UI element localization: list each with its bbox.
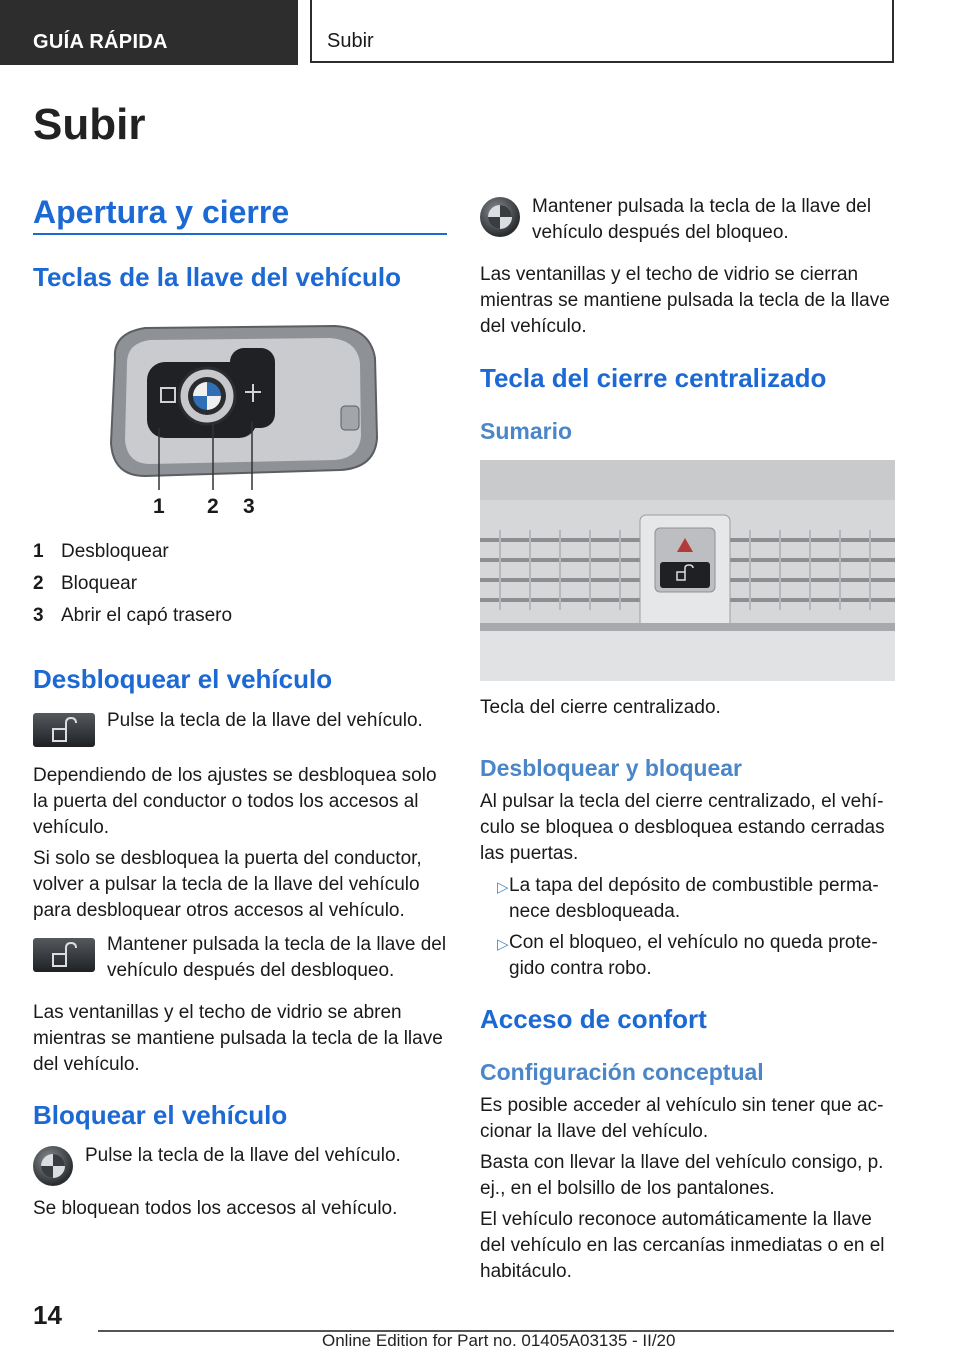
heading-bloquear: Bloquear el vehículo bbox=[33, 1100, 288, 1130]
config-paragraph-3: El vehículo reconoce automáticamente la llave del vehículo en las cercanías inmediatas o en el habitáculo. bbox=[480, 1209, 885, 1282]
callout-2: 2 bbox=[207, 495, 219, 518]
heading-tecla-cierre: Tecla del cierre centralizado bbox=[480, 363, 827, 393]
central-locking-figure bbox=[480, 460, 895, 681]
bullet-item-2: Con el bloqueo, el vehículo no queda prote-gido contra robo. bbox=[509, 932, 878, 979]
desbloquear-paragraph-3: Las ventanillas y el techo de vidrio se abren mientras se mantiene pulsada la tecla de la llave del vehículo. bbox=[33, 1002, 443, 1075]
legend-num-1: 1 bbox=[33, 541, 44, 562]
bloquear-paragraph-1: Se bloquean todos los accesos al vehículo. bbox=[33, 1198, 398, 1219]
callout-3: 3 bbox=[243, 495, 255, 518]
callout-1: 1 bbox=[153, 495, 165, 518]
legend-num-3: 3 bbox=[33, 605, 44, 626]
header-topic-tab: Subir bbox=[310, 0, 894, 63]
legend-num-2: 2 bbox=[33, 573, 44, 594]
heading-sumario: Sumario bbox=[480, 418, 573, 444]
unlock-key-icon bbox=[33, 938, 95, 972]
desbloquear-icon-text: Pulse la tecla de la llave del vehículo. bbox=[107, 710, 423, 731]
legend-text-1: Desbloquear bbox=[61, 541, 169, 562]
unlock-key-icon bbox=[33, 713, 95, 747]
desbloquear-hold-text: Mantener pulsada la tecla de la llave del vehículo después del desbloqueo. bbox=[107, 934, 447, 981]
lock-key-icon bbox=[33, 1146, 73, 1186]
heading-desbloquear-bloquear: Desbloquear y bloquear bbox=[480, 755, 743, 781]
desb-bloq-paragraph: Al pulsar la tecla del cierre centralizado, el vehí-culo se bloquea o desbloquea estando cerradas las puertas. bbox=[480, 791, 885, 864]
bullet-item-1: La tapa del depósito de combustible perma-nece desbloqueada. bbox=[509, 875, 879, 922]
bloquear-icon-text: Pulse la tecla de la llave del vehículo. bbox=[85, 1145, 401, 1166]
heading-apertura: Apertura y cierre bbox=[33, 194, 290, 230]
config-paragraph-1: Es posible acceder al vehículo sin tener que ac-cionar la llave del vehículo. bbox=[480, 1095, 884, 1142]
header-section-tab: GUÍA RÁPIDA bbox=[0, 0, 298, 65]
desbloquear-paragraph-1: Dependiendo de los ajustes se desbloquea solo la puerta del conductor o todos los accesos al vehículo. bbox=[33, 765, 437, 838]
heading-teclas: Teclas de la llave del vehículo bbox=[33, 262, 402, 292]
page-title: Subir bbox=[33, 100, 146, 149]
lock-key-icon bbox=[480, 197, 520, 237]
key-fob-figure bbox=[95, 318, 385, 523]
bloqueo-hold-text: Mantener pulsada la tecla de la llave del vehículo después del bloqueo. bbox=[532, 196, 872, 243]
heading-acceso-confort: Acceso de confort bbox=[480, 1004, 707, 1034]
footer-edition-text: Online Edition for Part no. 01405A03135 - II/20 bbox=[322, 1331, 676, 1350]
legend-text-3: Abrir el capó trasero bbox=[61, 605, 233, 626]
heading-configuracion: Configuración conceptual bbox=[480, 1059, 764, 1085]
figure-caption: Tecla del cierre centralizado. bbox=[480, 697, 721, 718]
page-number: 14 bbox=[33, 1300, 62, 1330]
desbloquear-paragraph-2: Si solo se desbloquea la puerta del conductor, volver a pulsar la tecla de la llave del vehículo para desbloquear otros accesos al vehículo. bbox=[33, 848, 422, 921]
bloqueo-paragraph-1: Las ventanillas y el techo de vidrio se cierran mientras se mantiene pulsada la tecla de la llave del vehículo. bbox=[480, 264, 890, 337]
bullet-triangle-icon: ▷ bbox=[497, 879, 509, 896]
legend-text-2: Bloquear bbox=[61, 573, 138, 594]
heading-rule bbox=[33, 233, 447, 235]
config-paragraph-2: Basta con llevar la llave del vehículo consigo, p. ej., en el bolsillo de los pantalones. bbox=[480, 1152, 884, 1199]
heading-desbloquear: Desbloquear el vehículo bbox=[33, 664, 333, 694]
bullet-triangle-icon: ▷ bbox=[497, 936, 509, 953]
